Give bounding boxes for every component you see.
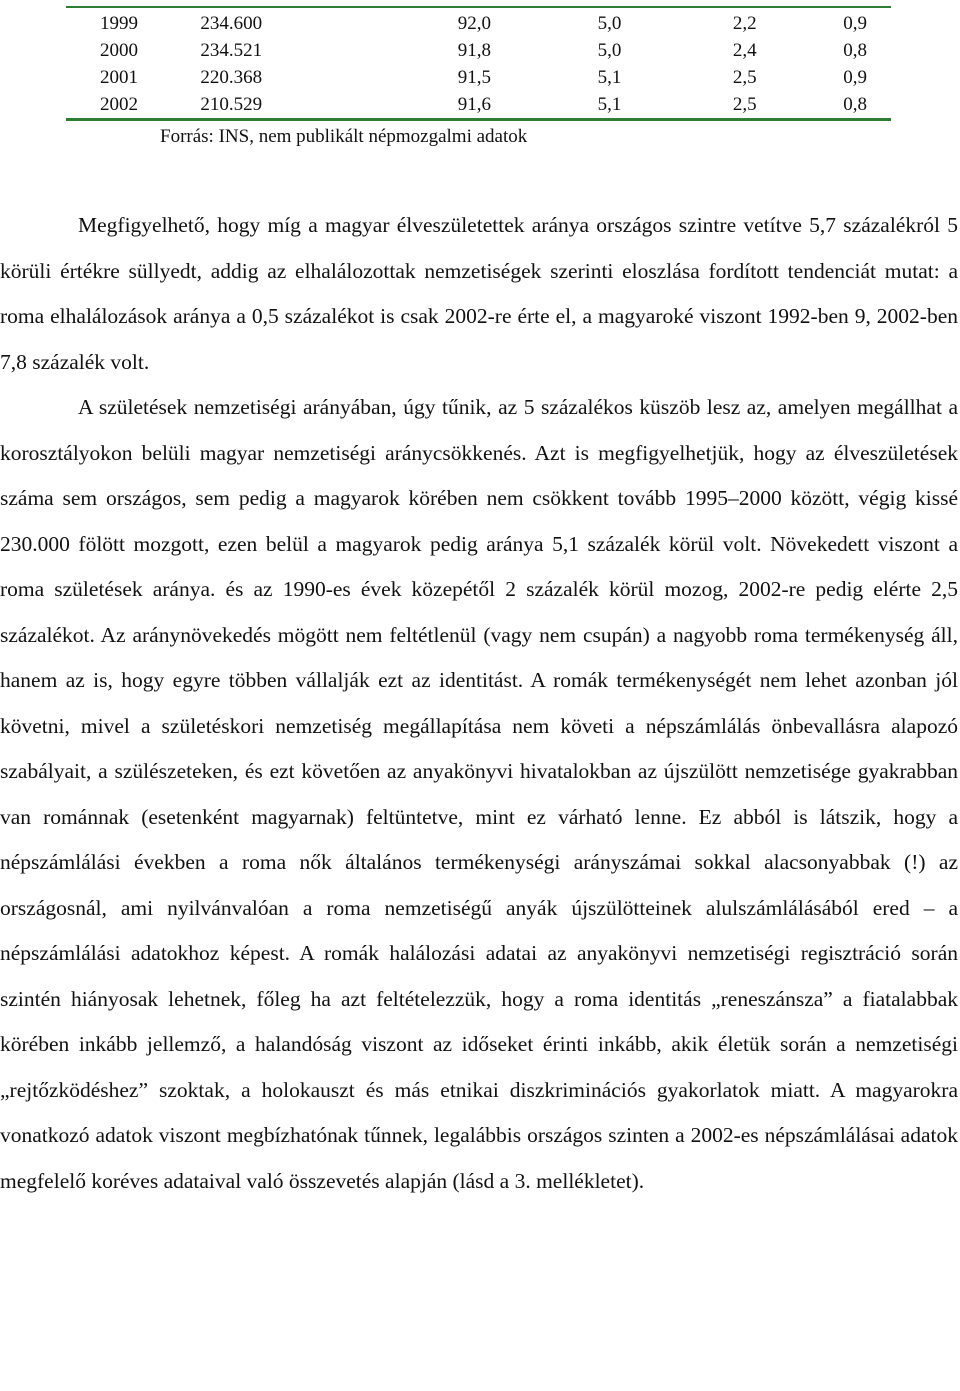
paragraph: Megfigyelhető, hogy míg a magyar élveszületettek aránya országos szintre vetítve 5,7 százalékról 5 körüli értékre süllyedt, addig az elhalálozottak nemzetiségek szerinti eloszlása fordított tendenciát mutat: a roma elhalálozások aránya a 0,5 százalékot is csak 2002-re érte el, a magyaroké viszont 1992-ben 9, 2002-ben 7,8 százalék volt. — [0, 213, 958, 374]
paragraph: A születések nemzetiségi arányában, úgy tűnik, az 5 százalékos küszöb lesz az, amelyen megállhat a korosztályokon belüli magyar nemzetiségi aránycsökkenés. Azt is megfigyelhetjük, hogy az élveszületések száma sem országos, sem pedig a magyarok körében nem csökkent tovább 1995–2000 között, végig kissé 230.000 fölött mozgott, ezen belül a magyarok pedig aránya 5,1 százalék körül volt. Növekedett viszont a roma születések aránya. és az 1990-es évek közepétől 2 százalék körül mozog, 2002-re pedig elérte 2,5 százalékot. Az aránynövekedés mögött nem feltétlenül (vagy nem csupán) a nagyobb roma termékenység áll, hanem az is, hogy egyre többen vállalják ezt az identitást. A romák termékenységét nem lehet azonban jól követni, mivel a születéskori nemzetiség megállapítása nem követi a népszámlálás önbevallásra alapozó szabályait, a szülészeteken, és ezt követően az anyakönyvi hivatalokban az újszülött nemzetisége gyakrabban van románnak (esetenként magyarnak) feltüntetve, mint ez várható lenne. Ez abból is látszik, hogy a népszámlálási években a roma nők általános termékenységi arányszámai sokkal alacsonyabbak (!) az országosnál, ami nyilvánvalóan a roma nemzetiségű anyák újszülötteinek alulszámlálásából ered – a népszámlálási adatokhoz képest. A romák halálozási adatai az anyakönyvi nemzetiségi regisztráció során szintén hiányosak lehetnek, főleg ha azt feltételezzük, hogy a roma identitás „reneszánsza” a fiatalabbak körében inkább jellemző, a halandóság viszont az időseket érinti inkább, akik életük során a nemzetiségi „rejtőzködéshez” szoktak, a holokauszt és más etnikai diszkriminációs gyakorlatok miatt. A magyarokra vonatkozó adatok viszont megbízhatónak tűnnek, legalábbis országos szinten a 2002-es népszámlálásai adatok megfelelő koréves adataival való összevetés alapján (lásd a 3. mellékletet). — [0, 395, 958, 1193]
table-row — [66, 10, 891, 37]
table-cell-value: 92,0 — [457, 13, 491, 34]
table-cell-value: 2,4 — [732, 40, 757, 61]
table-cell-births: 234.600 — [200, 13, 263, 34]
table-cell-value: 2,2 — [732, 13, 757, 34]
table-cell-value: 5,0 — [597, 13, 622, 34]
body-text — [0, 203, 958, 1204]
table-cell-births: 210.529 — [200, 94, 263, 115]
table-cell-value: 0,8 — [843, 40, 867, 61]
table-cell-value: 0,9 — [843, 67, 867, 88]
table-row — [66, 64, 891, 91]
table-body — [66, 10, 891, 118]
table-cell-value: 2,5 — [732, 94, 757, 115]
table-cell-year: 2000 — [100, 40, 138, 61]
table-cell-year: 2002 — [100, 94, 138, 115]
table-cell-value: 0,9 — [843, 13, 867, 34]
table-cell-value: 2,5 — [732, 67, 757, 88]
table-row — [66, 37, 891, 64]
table-cell-value: 5,1 — [597, 94, 622, 115]
table-bottom-rule — [66, 118, 891, 121]
table-row — [66, 91, 891, 118]
table-top-rule — [66, 6, 891, 8]
table-cell-value: 91,5 — [457, 67, 491, 88]
table-cell-year: 1999 — [100, 13, 138, 34]
table-cell-value: 91,6 — [457, 94, 491, 115]
statistics-table — [66, 10, 891, 118]
table-cell-births: 234.521 — [200, 40, 263, 61]
table-cell-value: 5,1 — [597, 67, 622, 88]
table-source-note: Forrás: INS, nem publikált népmozgalmi adatok — [160, 126, 528, 147]
table-cell-value: 0,8 — [843, 94, 867, 115]
table-cell-year: 2001 — [100, 67, 138, 88]
table-cell-births: 220.368 — [200, 67, 263, 88]
table-cell-value: 91,8 — [457, 40, 491, 61]
table-cell-value: 5,0 — [597, 40, 622, 61]
